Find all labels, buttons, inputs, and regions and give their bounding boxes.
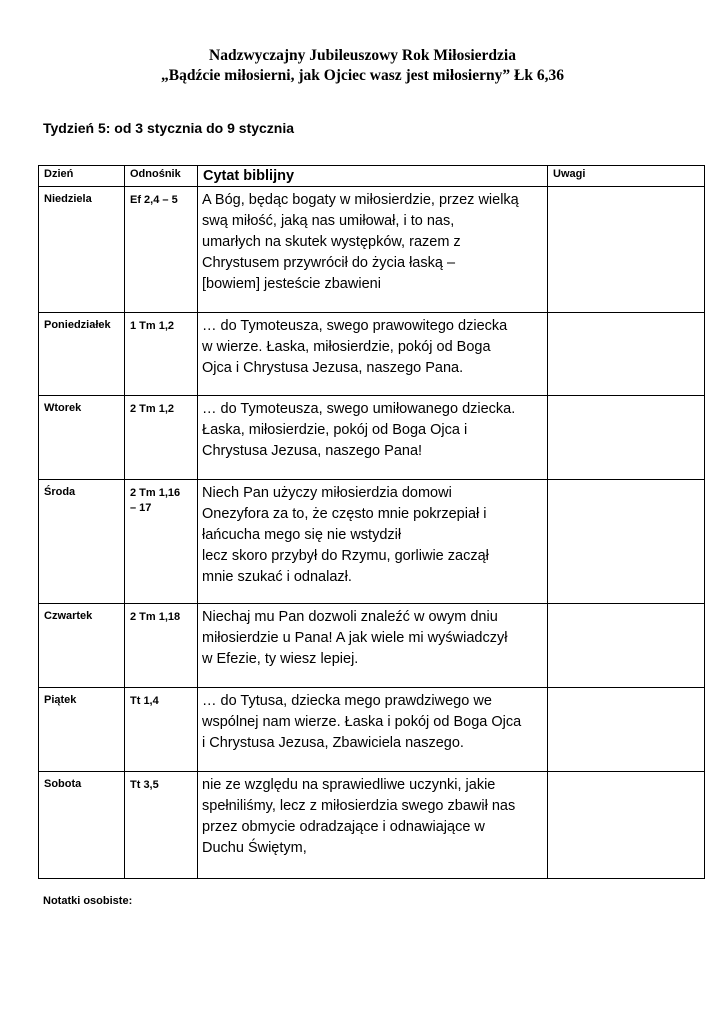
quote-cell: nie ze względu na sprawiedliwe uczynki, jakie spełniliśmy, lecz z miłosierdzia swego zbawił nas przez obmycie odradzające i odnawiające w Duchu Świętym, xyxy=(198,772,548,879)
table-row xyxy=(39,604,705,688)
header-day: Dzień xyxy=(39,166,125,187)
notes-cell[interactable] xyxy=(548,772,705,879)
notes-cell[interactable] xyxy=(548,313,705,396)
reference-cell: 2 Tm 1,18 xyxy=(125,604,198,688)
quote-cell: Niechaj mu Pan dozwoli znaleźć w owym dniu miłosierdzie u Pana! A jak wiele mi wyświadczył w Efezie, ty wiesz lepiej. xyxy=(198,604,548,688)
table-row xyxy=(39,688,705,772)
table-row xyxy=(39,396,705,480)
week-title: Tydzień 5: od 3 stycznia do 9 stycznia xyxy=(43,120,295,136)
table-row xyxy=(39,772,705,879)
notes-cell[interactable] xyxy=(548,688,705,772)
personal-notes-label: Notatki osobiste: xyxy=(43,895,133,907)
notes-cell[interactable] xyxy=(548,604,705,688)
header-motto: „Bądźcie miłosierni, jak Ojciec wasz jest miłosierny” Łk 6,36 xyxy=(161,67,564,84)
quote-cell: Niech Pan użyczy miłosierdzia domowi Onezyfora za to, że często mnie pokrzepiał i łańcucha mego się nie wstydził lecz skoro przybył do Rzymu, gorliwie zaczął mnie szukać i odnalazł. xyxy=(198,480,548,604)
reference-cell: Tt 3,5 xyxy=(125,772,198,879)
quote-cell: … do Tymoteusza, swego umiłowanego dziecka. Łaska, miłosierdzie, pokój od Boga Ojca i Chrystusa Jezusa, naszego Pana! xyxy=(198,396,548,480)
header-reference: Odnośnik xyxy=(125,166,198,187)
quote-cell: A Bóg, będąc bogaty w miłosierdzie, przez wielką swą miłość, jaką nas umiłował, i to nas, umarłych na skutek występków, razem z Chrystusem przywrócił do życia łaską – [bowiem] jesteście zbawieni xyxy=(198,187,548,313)
day-cell: Środa xyxy=(39,480,125,604)
table-row xyxy=(39,480,705,604)
day-cell: Sobota xyxy=(39,772,125,879)
day-cell: Poniedziałek xyxy=(39,313,125,396)
header-quote: Cytat biblijny xyxy=(198,166,548,187)
reference-cell: Ef 2,4 – 5 xyxy=(125,187,198,313)
day-cell: Wtorek xyxy=(39,396,125,480)
header-notes: Uwagi xyxy=(548,166,705,187)
day-cell: Piątek xyxy=(39,688,125,772)
table-row xyxy=(39,187,705,313)
notes-cell[interactable] xyxy=(548,187,705,313)
notes-cell[interactable] xyxy=(548,396,705,480)
quote-cell: … do Tytusa, dziecka mego prawdziwego we wspólnej nam wierze. Łaska i pokój od Boga Ojca i Chrystusa Jezusa, Zbawiciela naszego. xyxy=(198,688,548,772)
header-title: Nadzwyczajny Jubileuszowy Rok Miłosierdzia xyxy=(209,47,516,64)
reference-cell: Tt 1,4 xyxy=(125,688,198,772)
reference-cell: 2 Tm 1,2 xyxy=(125,396,198,480)
day-cell: Czwartek xyxy=(39,604,125,688)
day-cell: Niedziela xyxy=(39,187,125,313)
quote-cell: … do Tymoteusza, swego prawowitego dziecka w wierze. Łaska, miłosierdzie, pokój od Boga Ojca i Chrystusa Jezusa, naszego Pana. xyxy=(198,313,548,396)
reference-cell: 1 Tm 1,2 xyxy=(125,313,198,396)
table-header-row xyxy=(39,166,705,187)
document-header xyxy=(0,46,725,86)
reference-cell: 2 Tm 1,16 – 17 xyxy=(125,480,198,604)
notes-cell[interactable] xyxy=(548,480,705,604)
table-row xyxy=(39,313,705,396)
reading-plan-table xyxy=(38,165,705,879)
